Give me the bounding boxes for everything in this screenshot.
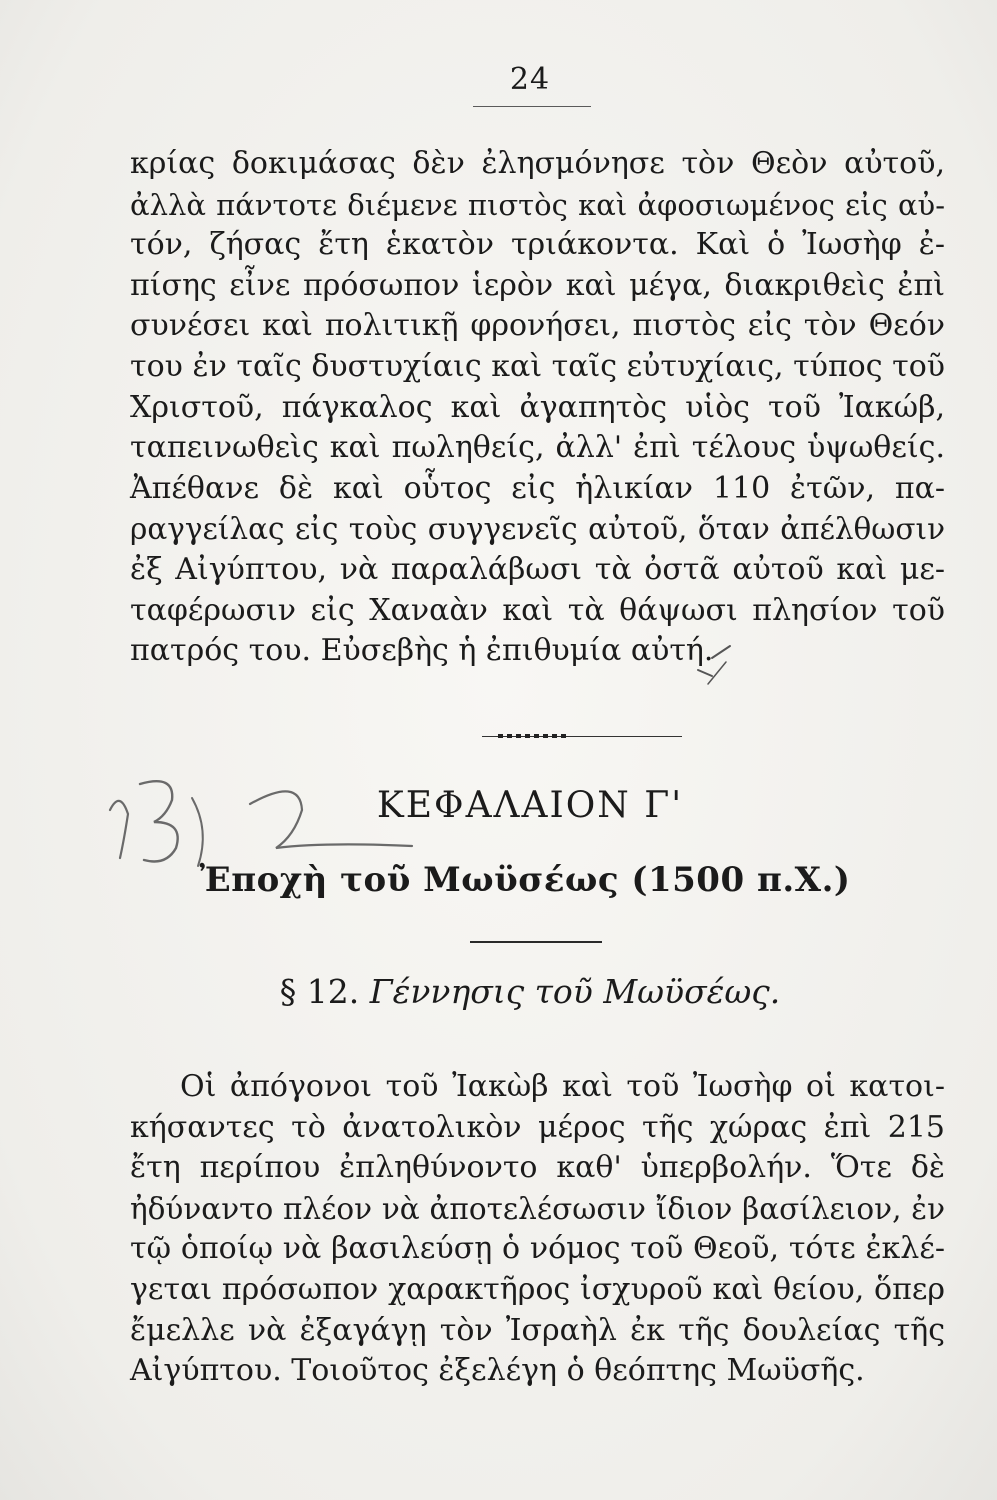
text-line: ἔμελλε νὰ ἐξαγάγῃ τὸν Ἰσραὴλ ἐκ τῆς δουλείας τῆς xyxy=(130,1312,945,1348)
text-line: τῷ ὁποίῳ νὰ βασιλεύσῃ ὁ νόμος τοῦ Θεοῦ, τότε ἐκλέ- xyxy=(130,1231,945,1267)
text-line: γεται πρόσωπον χαρακτῆρος ἰσχυροῦ καὶ θείου, ὅπερ xyxy=(130,1271,945,1307)
text-line: κήσαντες τὸ ἀνατολικὸν μέρος τῆς χώρας ἐπὶ 215 xyxy=(130,1109,945,1145)
text-line: πίσης εἶνε πρόσωπον ἱερὸν καὶ μέγα, διακριθεὶς ἐπὶ xyxy=(130,267,945,303)
text-line: Αἰγύπτου. Τοιοῦτος ἐξελέγη ὁ θεόπτης Μωϋσῆς. xyxy=(130,1353,865,1389)
section-heading xyxy=(0,972,997,1011)
text-line: Χριστοῦ, πάγκαλος καὶ ἀγαπητὸς υἱὸς τοῦ Ἰακώβ, xyxy=(130,389,945,425)
paragraph-1 xyxy=(130,144,945,672)
text-line: τόν, ζήσας ἔτη ἑκατὸν τριάκοντα. Καὶ ὁ Ἰωσὴφ ἐ- xyxy=(130,227,945,263)
text-line: ἐξ Αἰγύπτου, νὰ παραλάβωσι τὰ ὀστᾶ αὐτοῦ καὶ με- xyxy=(130,551,945,587)
text-line: ταφέρωσιν εἰς Χαναὰν καὶ τὰ θάψωσι πλησίον τοῦ xyxy=(130,592,945,628)
text-line: ταπεινωθεὶς καὶ πωληθείς, ἀλλ' ἐπὶ τέλους ὑψωθείς. xyxy=(130,430,945,466)
page-number: 24 xyxy=(509,62,551,97)
section-rule xyxy=(470,941,602,943)
pencil-tick-mark xyxy=(690,640,740,690)
epoch-heading: Ἐποχὴ τοῦ Μωϋσέως (1500 π.Χ.) xyxy=(199,860,851,900)
section-symbol: § xyxy=(279,972,297,1011)
section-title: Γέννησις τοῦ Μωϋσέως. xyxy=(369,972,781,1011)
text-line: συνέσει καὶ πολιτικῇ φρονήσει, πιστὸς εἰς τὸν Θεόν xyxy=(130,308,945,344)
text-line: ἀλλὰ πάντοτε διέμενε πιστὸς καὶ ἀφοσιωμένος εἰς αὐ- xyxy=(130,187,945,222)
page-number-rule xyxy=(473,106,591,107)
text-line: Οἱ ἀπόγονοι τοῦ Ἰακὼβ καὶ τοῦ Ἰωσὴφ οἱ κατοι- xyxy=(180,1069,945,1104)
text-line: ραγγείλας εἰς τοὺς συγγενεῖς αὐτοῦ, ὅταν ἀπέλθωσιν xyxy=(130,512,945,547)
section-number: 12. xyxy=(306,972,360,1011)
section-divider xyxy=(482,735,682,739)
paragraph-2 xyxy=(130,1067,945,1392)
chapter-heading: ΚΕΦΑΛΑΙΟΝ Γ' xyxy=(376,785,684,826)
text-line: ἠδύναντο πλέον νὰ ἀποτελέσωσιν ἴδιον βασίλειον, ἐν xyxy=(130,1191,945,1226)
text-line: πατρός του. Εὐσεβὴς ἡ ἐπιθυμία αὐτή. xyxy=(130,633,714,669)
text-line: του ἐν ταῖς δυστυχίαις καὶ ταῖς εὐτυχίαις, τύπος τοῦ xyxy=(130,348,945,384)
text-line: Ἀπέθανε δὲ καὶ οὗτος εἰς ἡλικίαν 110 ἐτῶν, πα- xyxy=(130,470,945,506)
text-line: κρίας δοκιμάσας δὲν ἐλησμόνησε τὸν Θεὸν αὐτοῦ, xyxy=(130,146,945,181)
text-line: ἔτη περίπου ἐπληθύνοντο καθ' ὑπερβολήν. Ὅτε δὲ xyxy=(130,1150,945,1186)
